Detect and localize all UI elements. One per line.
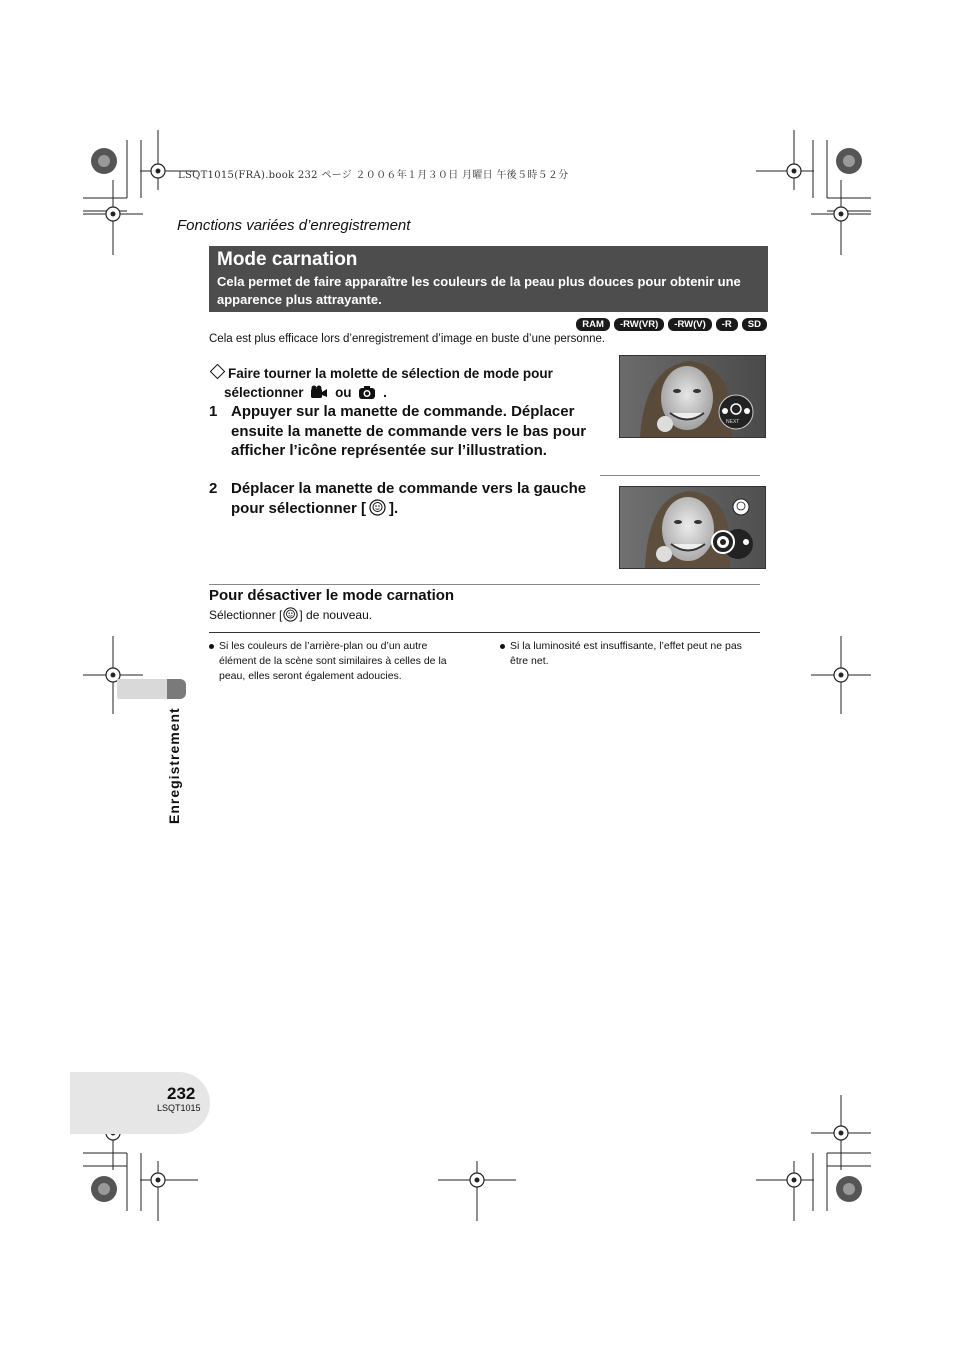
step-1 [209, 402, 619, 462]
divider [209, 632, 760, 633]
chapter-label: Enregistrement [166, 707, 182, 824]
still-camera-icon [358, 385, 376, 400]
diamond-icon [210, 364, 226, 380]
divider [209, 584, 760, 585]
portrait-illustration [620, 487, 765, 568]
media-badge: -RW(VR) [614, 318, 664, 331]
preparation-instruction [209, 364, 609, 402]
divider [600, 475, 760, 476]
media-badge: RAM [576, 318, 610, 331]
deactivate-heading: Pour désactiver le mode carnation [209, 587, 455, 604]
section-title: Fonctions variées d’enregistrement [177, 217, 411, 234]
step-2 [209, 479, 609, 524]
photo-step-1 [619, 355, 766, 438]
step-number: 2 [209, 480, 218, 497]
deactivate-text: Sélectionner [ ] de nouveau. [209, 608, 373, 622]
prep-line2-end: . [383, 385, 387, 400]
photo-step-2 [619, 486, 766, 569]
step-number: 1 [209, 403, 218, 420]
bullet-icon [500, 644, 505, 649]
media-badge: SD [742, 318, 767, 331]
note-item [209, 639, 449, 687]
step-text: Appuyer sur la manette de commande. Déplacer ensuite la manette de commande vers le bas pour afficher l’icône représentée sur l’illustration. [231, 403, 587, 459]
portrait-illustration [620, 356, 765, 437]
note-item [500, 639, 762, 671]
page-code: LSQT1015 [157, 1103, 201, 1113]
skin-tone-mode-icon [369, 499, 386, 516]
title-box [209, 246, 768, 312]
media-badge: -RW(V) [668, 318, 711, 331]
page-subtitle: Cela permet de faire apparaître les couleurs de la peau plus douces pour obtenir une apparence plus attrayante. [217, 274, 741, 307]
prep-line2-start: sélectionner [224, 385, 304, 400]
note-text: Si la luminosité est insuffisante, l’effet peut ne pas être net. [510, 640, 742, 667]
bullet-icon [209, 644, 214, 649]
prep-line1: Faire tourner la molette de sélection de mode pour [228, 366, 553, 381]
page-number: 232 [167, 1084, 196, 1103]
print-header: LSQT1015(FRA).book 232 ページ ２００６年１月３０日 月曜日 午後５時５２分 [178, 170, 569, 181]
note-text: Si les couleurs de l’arrière-plan ou d’un autre élément de la scène sont similaires à celles de la peau, elles seront également adoucies. [219, 640, 447, 682]
intro-text: Cela est plus efficace lors d’enregistrement d’image en buste d’une personne. [209, 333, 606, 345]
media-badge: -R [716, 318, 738, 331]
video-camera-icon [310, 385, 328, 400]
media-badges [576, 318, 767, 331]
page-title: Mode carnation [217, 249, 358, 270]
next-label: NEXT [726, 419, 740, 425]
prep-line2-mid: ou [335, 385, 352, 400]
skin-tone-mode-icon [283, 607, 298, 622]
step-text: Déplacer la manette de commande vers la gauche pour sélectionner [ ]. [231, 480, 587, 517]
